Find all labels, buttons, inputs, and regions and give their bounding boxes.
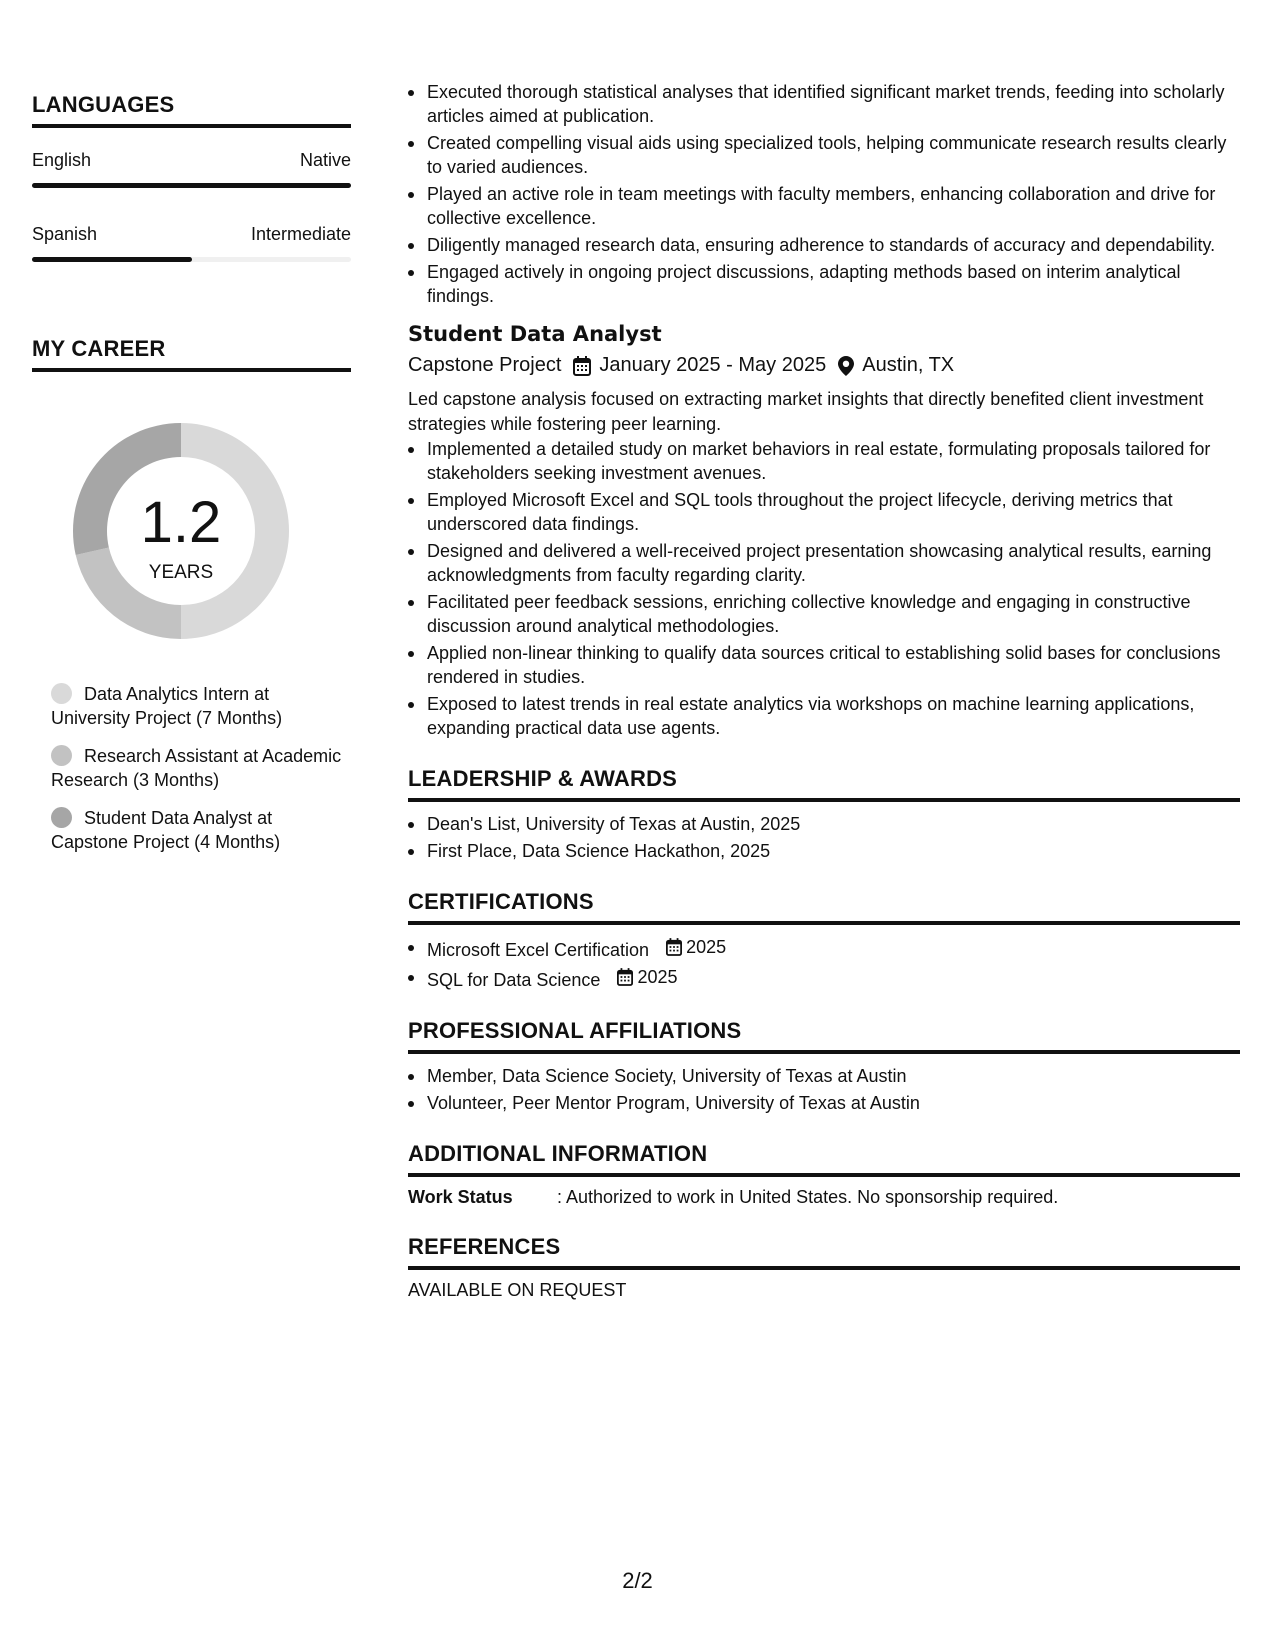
- section-divider: [32, 124, 351, 128]
- list-item: Played an active role in team meetings with faculty members, enhancing collaboration and drive for collective excellence.: [408, 182, 1240, 230]
- list-item: Executed thorough statistical analyses that identified significant market trends, feeding into scholarly articles aimed at publication.: [408, 80, 1240, 128]
- list-item: Member, Data Science Society, University of Texas at Austin: [408, 1064, 1240, 1088]
- career-total-unit: YEARS: [148, 562, 214, 583]
- legend-label: Data Analytics Intern at University Project (7 Months): [51, 684, 283, 728]
- language-level: Intermediate: [250, 224, 351, 244]
- language-proficiency-fill: [32, 257, 192, 262]
- page-number: 2/2: [622, 1568, 653, 1593]
- career-heading: MY CAREER: [32, 336, 166, 361]
- list-item: Designed and delivered a well-received project presentation showcasing analytical results, earning acknowledgments from faculty regarding clarity.: [408, 539, 1240, 587]
- legend-swatch: [51, 683, 72, 704]
- list-item: Diligently managed research data, ensuring adherence to standards of accuracy and dependability.: [408, 233, 1240, 257]
- certification-name: SQL for Data Science: [427, 970, 601, 990]
- list-item: [408, 965, 1240, 992]
- info-label: Work Status: [408, 1187, 513, 1207]
- language-item: [32, 150, 351, 188]
- job-title: Student Data Analyst: [408, 322, 662, 346]
- list-item: Exposed to latest trends in real estate analytics via workshops on machine learning applications, expanding practical data use agents.: [408, 692, 1240, 740]
- references-heading: REFERENCES: [408, 1234, 561, 1259]
- job-summary: Led capstone analysis focused on extracting market insights that directly benefited client investment strategies while fostering peer learning.: [408, 389, 1204, 434]
- list-item: Applied non-linear thinking to qualify data sources critical to establishing solid bases for conclusions rendered in studies.: [408, 641, 1240, 689]
- section-divider: [408, 921, 1240, 925]
- legend-item: [51, 744, 351, 792]
- section-divider: [408, 1050, 1240, 1054]
- certification-year: 2025: [637, 967, 678, 987]
- list-item: Employed Microsoft Excel and SQL tools throughout the project lifecycle, deriving metrics that underscored data findings.: [408, 488, 1240, 536]
- language-name: English: [32, 150, 92, 170]
- list-item: [408, 935, 1240, 962]
- awards-section: [408, 766, 1240, 863]
- legend-item: [51, 806, 351, 854]
- list-item: First Place, Data Science Hackathon, 2025: [408, 839, 1240, 863]
- calendar-icon: [666, 938, 682, 956]
- certifications-heading: CERTIFICATIONS: [408, 889, 594, 914]
- legend-label: Research Assistant at Academic Research (3 Months): [51, 746, 342, 790]
- certifications-section: [408, 889, 1240, 992]
- language-level: Native: [299, 150, 351, 170]
- career-legend: [32, 682, 351, 854]
- additional-info-section: [408, 1141, 1240, 1208]
- legend-label: Student Data Analyst at Capstone Project (4 Months): [51, 808, 281, 852]
- affiliations-section: [408, 1018, 1240, 1115]
- info-value: : Authorized to work in United States. No sponsorship required.: [557, 1187, 1059, 1207]
- awards-heading: LEADERSHIP & AWARDS: [408, 766, 678, 791]
- languages-heading: LANGUAGES: [32, 92, 175, 117]
- language-name: Spanish: [32, 224, 98, 244]
- legend-item: [51, 682, 351, 730]
- list-item: Volunteer, Peer Mentor Program, University of Texas at Austin: [408, 1091, 1240, 1115]
- list-item: Dean's List, University of Texas at Austin, 2025: [408, 812, 1240, 836]
- job-company: Capstone Project: [408, 354, 562, 376]
- certification-year: 2025: [686, 937, 727, 957]
- list-item: Engaged actively in ongoing project discussions, adapting methods based on interim analytical findings.: [408, 260, 1240, 308]
- right-column: [408, 80, 1240, 1301]
- list-item: Facilitated peer feedback sessions, enriching collective knowledge and engaging in constructive discussion around analytical methodologies.: [408, 590, 1240, 638]
- calendar-icon: [573, 356, 591, 376]
- legend-swatch: [51, 807, 72, 828]
- languages-section: [32, 92, 351, 262]
- language-proficiency-bar: [32, 257, 351, 262]
- job-dates: January 2025 - May 2025: [599, 354, 827, 376]
- certification-name: Microsoft Excel Certification: [427, 940, 650, 960]
- info-row: [408, 1187, 1240, 1208]
- calendar-icon: [617, 968, 633, 986]
- career-total-years: 1.2: [140, 490, 222, 555]
- experience-entry: [408, 322, 1240, 740]
- career-donut-chart: [66, 416, 296, 646]
- references-text: AVAILABLE ON REQUEST: [408, 1280, 627, 1300]
- section-divider: [408, 1266, 1240, 1270]
- career-section: [32, 336, 351, 854]
- section-divider: [32, 368, 351, 372]
- previous-job-bullets: [408, 80, 1240, 308]
- job-bullets: [408, 437, 1240, 740]
- job-meta: [408, 354, 1240, 377]
- language-proficiency-fill: [32, 183, 351, 188]
- map-pin-icon: [838, 356, 854, 376]
- affiliations-heading: PROFESSIONAL AFFILIATIONS: [408, 1018, 742, 1043]
- list-item: Implemented a detailed study on market behaviors in real estate, formulating proposals tailored for stakeholders seeking investment avenues.: [408, 437, 1240, 485]
- section-divider: [408, 798, 1240, 802]
- list-item: Created compelling visual aids using specialized tools, helping communicate research results clearly to varied audiences.: [408, 131, 1240, 179]
- left-column: [32, 92, 351, 868]
- additional-info-heading: ADDITIONAL INFORMATION: [408, 1141, 708, 1166]
- section-divider: [408, 1173, 1240, 1177]
- legend-swatch: [51, 745, 72, 766]
- job-location: Austin, TX: [862, 354, 955, 376]
- references-section: [408, 1234, 1240, 1301]
- language-proficiency-bar: [32, 183, 351, 188]
- language-item: [32, 224, 351, 262]
